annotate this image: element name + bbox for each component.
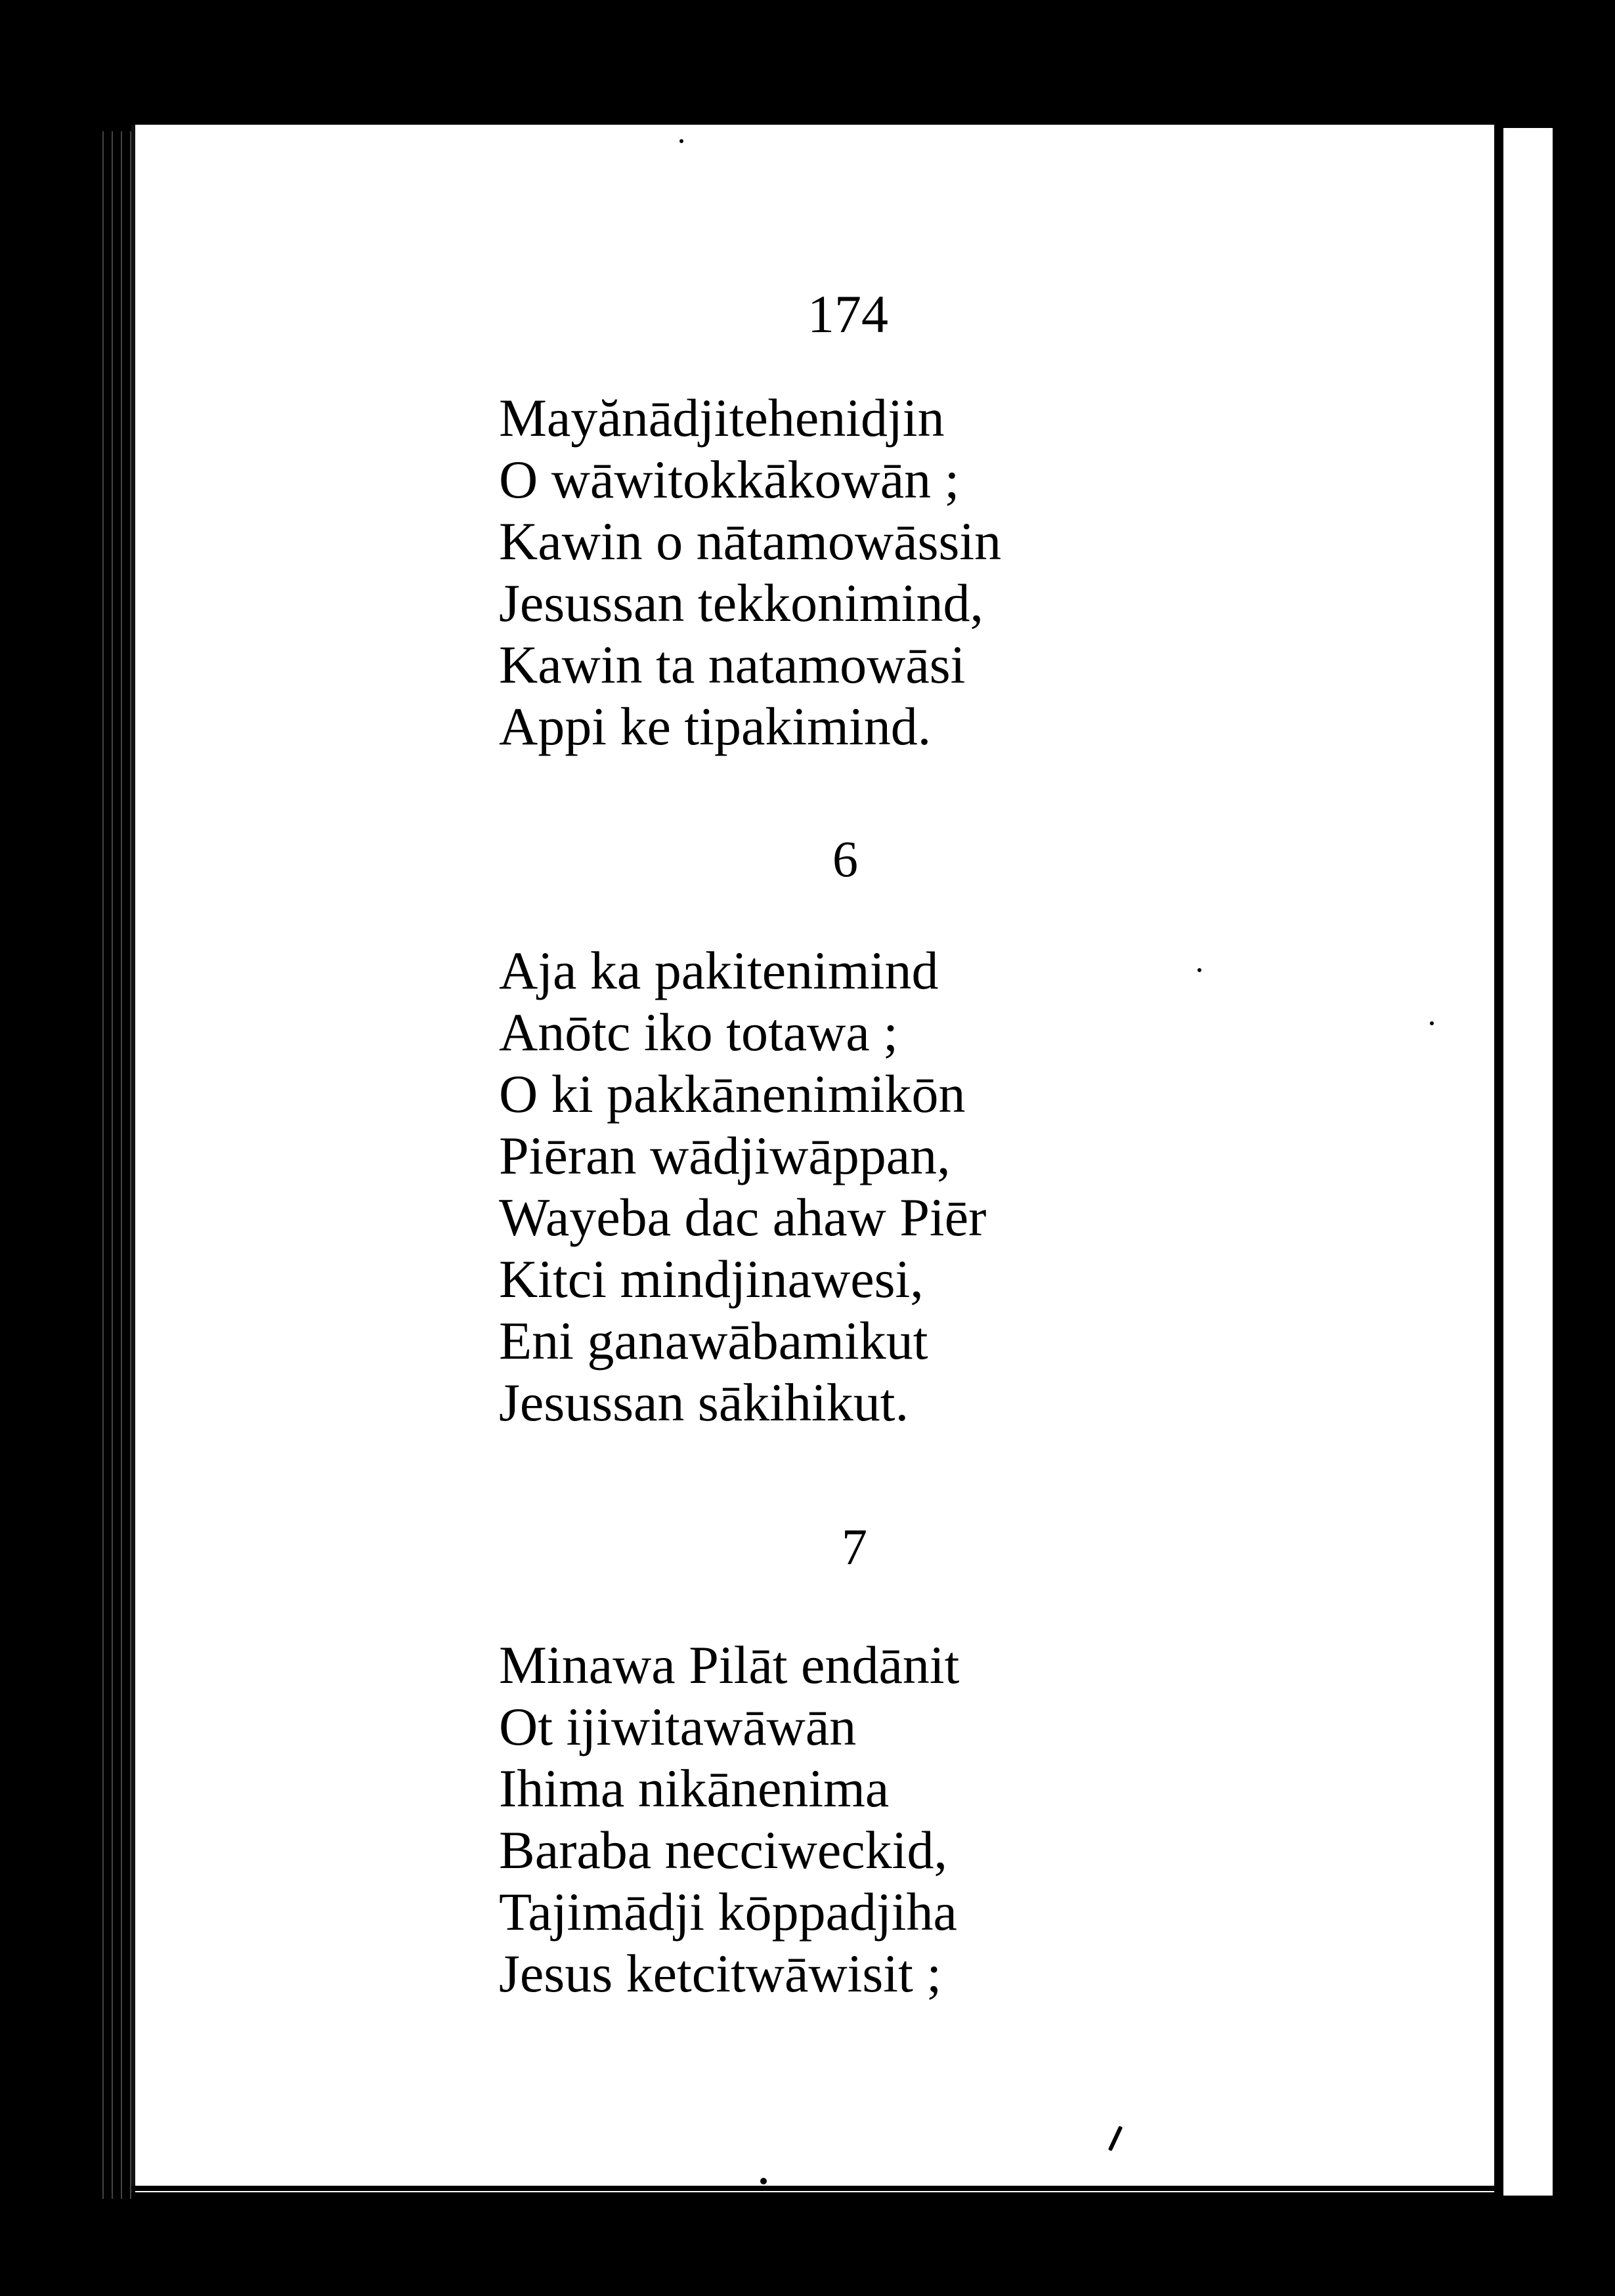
facing-page-edge bbox=[1497, 128, 1553, 2196]
ink-speck bbox=[1197, 968, 1201, 972]
stanza-line: O ki pakkānenimikōn bbox=[499, 1064, 966, 1124]
stanza-line: Aja ka pakitenimind bbox=[499, 941, 939, 1000]
stanza-line: Baraba necciweckid, bbox=[499, 1820, 947, 1880]
stanza-1 bbox=[499, 387, 1001, 757]
stanza-line: Kawin ta natamowāsi bbox=[499, 635, 966, 694]
stanza-number: 6 bbox=[832, 830, 858, 887]
stanza-3 bbox=[499, 1634, 959, 2005]
stanza-line: Anōtc iko totawa ; bbox=[499, 1002, 899, 1062]
stanza-line: O wāwitokkākowān ; bbox=[499, 450, 960, 509]
stanza-line: Mayănādjitehenidjin bbox=[499, 388, 945, 448]
page-number: 174 bbox=[808, 284, 888, 344]
stanza-line: Ihima nikānenima bbox=[499, 1758, 890, 1818]
stanza-line: Wayeba dac ahaw Piēr bbox=[499, 1187, 987, 1247]
stanza-line: Kitci mindjinawesi, bbox=[499, 1249, 924, 1309]
stanza-line: Tajimādji kōppadjiha bbox=[499, 1882, 957, 1942]
book-spine-shadow bbox=[98, 131, 131, 2199]
ink-speck bbox=[760, 2178, 767, 2184]
page-bottom-edge bbox=[131, 2186, 1497, 2191]
stanza-line: Ot ijiwitawāwān bbox=[499, 1697, 857, 1756]
stanza-line: Piēran wādjiwāppan, bbox=[499, 1126, 951, 1185]
stanza-line: Jesussan tekkonimind, bbox=[499, 573, 983, 633]
stanza-line: Eni ganawābamikut bbox=[499, 1311, 928, 1371]
stanza-line: Minawa Pilāt endānit bbox=[499, 1635, 960, 1695]
stanza-number: 7 bbox=[842, 1518, 867, 1575]
stanza-2 bbox=[499, 940, 986, 1434]
stanza-line: Kawin o nātamowāssin bbox=[499, 511, 1002, 571]
stanza-line: Jesus ketcitwāwisit ; bbox=[499, 1944, 942, 2003]
ink-speck bbox=[679, 139, 683, 143]
ink-speck bbox=[1430, 1021, 1434, 1025]
stanza-line: Appi ke tipakimind. bbox=[499, 696, 932, 756]
stanza-line: Jesussan sākihikut. bbox=[499, 1372, 909, 1432]
